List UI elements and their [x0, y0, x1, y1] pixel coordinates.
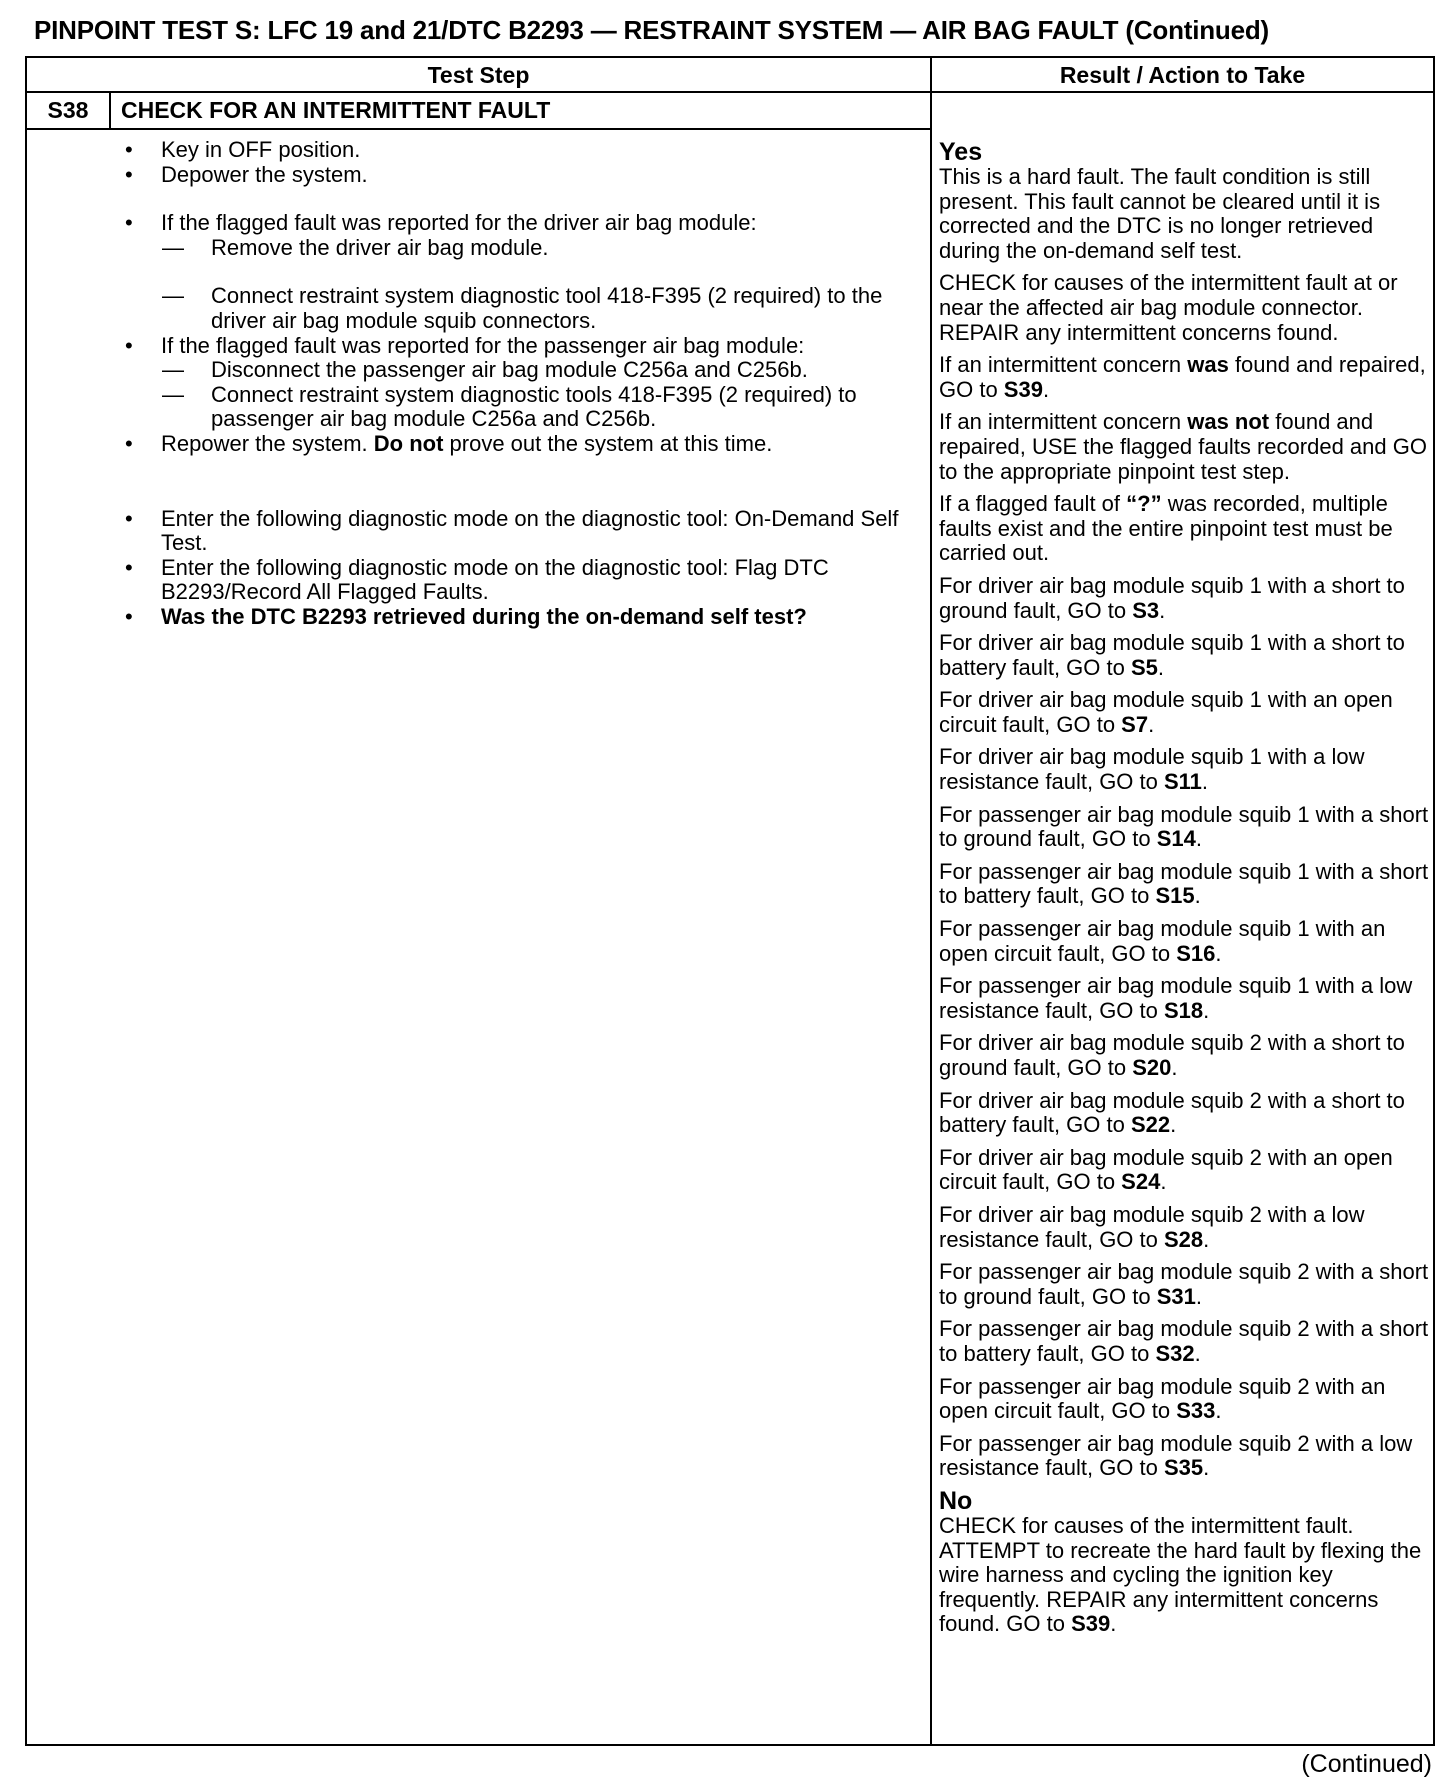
yes-intro: This is a hard fault. The fault condition is still present. This fault cannot be cleared until it is corrected and the DTC is no longer retrieved during the on-demand self test. [939, 164, 1381, 263]
fault-route: For passenger air bag module squib 1 with a low resistance fault, GO to S18. [939, 973, 1413, 1023]
fault-route: For driver air bag module squib 2 with a low resistance fault, GO to S28. [939, 1201, 1365, 1252]
fault-route: For passenger air bag module squib 1 with a short to battery fault, GO to S15. [939, 858, 1429, 909]
sub-list-item: — Remove the driver air bag module. [162, 234, 549, 260]
list-item: • If the flagged fault was reported for the passenger air bag module: [125, 332, 805, 358]
list-item: • Enter the following diagnostic mode on the diagnostic tool: On-Demand Self Test. [125, 505, 899, 556]
not-found-instruction: If an intermittent concern was not found and repaired, USE the flagged faults recorded and GO to the appropriate pinpoint test step. [939, 409, 1427, 484]
list-item: • Key in OFF position. [125, 137, 361, 162]
check-instruction: CHECK for causes of the intermittent fault at or near the affected air bag module connector. REPAIR any intermittent concerns found. [939, 270, 1398, 345]
fault-route: For passenger air bag module squib 1 with a short to ground fault, GO to S14. [939, 801, 1429, 852]
fault-route: For driver air bag module squib 2 with an open circuit fault, GO to S24. [939, 1144, 1393, 1195]
flagged-instruction: If a flagged fault of “?” was recorded, multiple faults exist and the entire pinpoint test must be carried out. [939, 491, 1393, 566]
found-instruction: If an intermittent concern was found and repaired, GO to S39. [939, 352, 1426, 402]
yes-label: Yes [939, 138, 983, 166]
fault-route: For driver air bag module squib 1 with a short to battery fault, GO to S5. [939, 630, 1405, 680]
fault-route: For passenger air bag module squib 2 with an open circuit fault, GO to S33. [939, 1373, 1386, 1424]
list-item: • Depower the system. [125, 161, 368, 187]
sub-list-item: — Connect restraint system diagnostic tools 418-F395 (2 required) to passenger air bag module C256a and C256b. [162, 381, 857, 432]
page-title: PINPOINT TEST S: LFC 19 and 21/DTC B2293 — RESTRAINT SYSTEM — AIR BAG FAULT (Continued) [34, 15, 1270, 45]
fault-route: For passenger air bag module squib 2 with a low resistance fault, GO to S35. [939, 1430, 1413, 1481]
fault-route: For passenger air bag module squib 1 with an open circuit fault, GO to S16. [939, 916, 1386, 966]
pinpoint-test-table [25, 56, 1435, 1746]
step-number-divider [109, 92, 111, 129]
test-step-instructions [119, 138, 929, 630]
list-item: • Repower the system. Do not prove out the system at this time. [125, 430, 773, 456]
fault-route: For driver air bag module squib 2 with a short to ground fault, GO to S20. [939, 1030, 1405, 1080]
header-result-action: Result / Action to Take [1059, 62, 1306, 88]
column-divider [930, 58, 932, 1744]
no-label: No [939, 1486, 973, 1515]
fault-route: For passenger air bag module squib 2 with a short to ground fault, GO to S31. [939, 1259, 1429, 1309]
fault-route: For driver air bag module squib 1 with a low resistance fault, GO to S11. [939, 744, 1365, 795]
fault-route: For driver air bag module squib 1 with a short to ground fault, GO to S3. [939, 572, 1405, 623]
step-number: S38 [47, 97, 89, 123]
fault-routes [939, 574, 1433, 1481]
header-test-step: Test Step [427, 62, 530, 88]
fault-route: For driver air bag module squib 1 with an open circuit fault, GO to S7. [939, 687, 1393, 737]
no-instruction: CHECK for causes of the intermittent fault. ATTEMPT to recreate the hard fault by flexing the wire harness and cycling the ignition key frequently. REPAIR any intermittent concerns found. GO to S39. [939, 1512, 1422, 1637]
fault-route: For passenger air bag module squib 2 with a short to battery fault, GO to S32. [939, 1316, 1429, 1366]
fault-route: For driver air bag module squib 2 with a short to battery fault, GO to S22. [939, 1087, 1405, 1138]
result-actions [939, 136, 1433, 1637]
continued-footer: (Continued) [1301, 1750, 1432, 1778]
list-item: • If the flagged fault was reported for the driver air bag module: [125, 210, 757, 236]
sub-list-item: — Connect restraint system diagnostic tool 418-F395 (2 required) to the driver air bag module squib connectors. [162, 283, 883, 333]
list-item: • Enter the following diagnostic mode on the diagnostic tool: Flag DTC B2293/Record All Flagged Faults. [125, 554, 829, 605]
question-item: • Was the DTC B2293 retrieved during the on-demand self test? [125, 603, 807, 629]
step-title: CHECK FOR AN INTERMITTENT FAULT [121, 97, 551, 123]
sub-list-item: — Disconnect the passenger air bag module C256a and C256b. [162, 357, 808, 383]
